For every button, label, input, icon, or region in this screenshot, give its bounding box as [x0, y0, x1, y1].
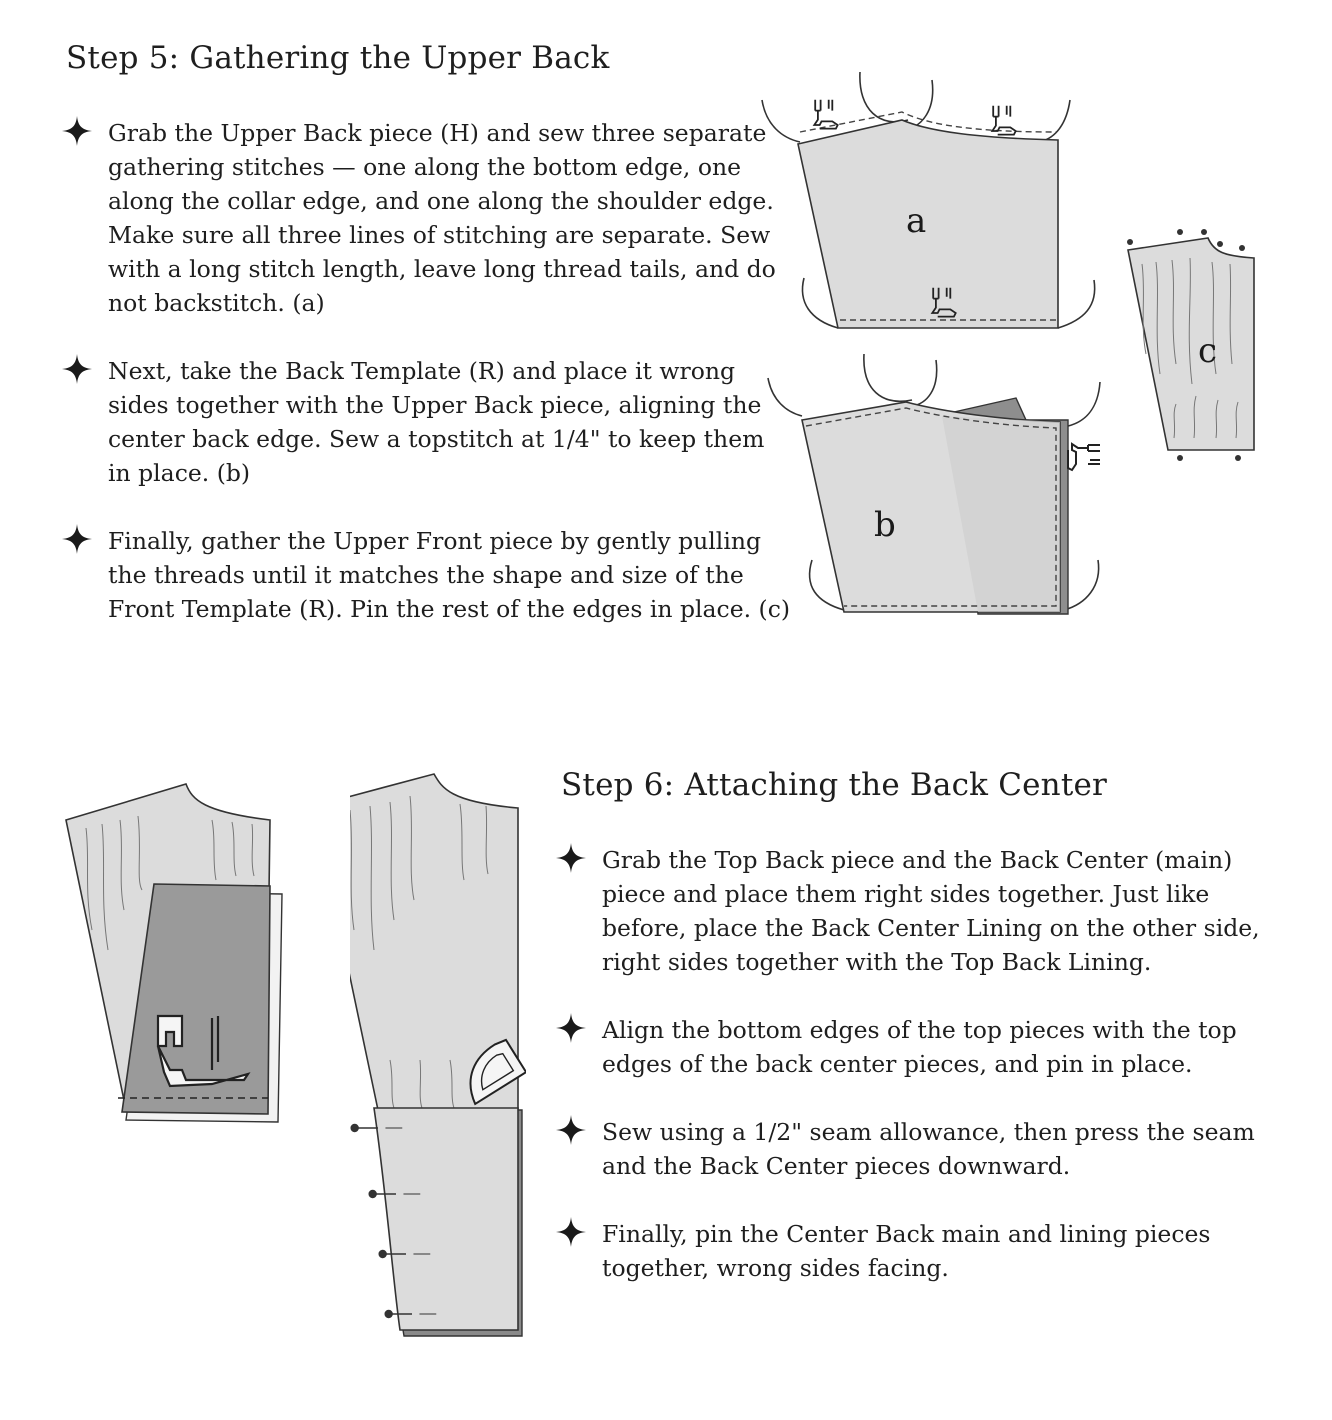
step6-instructions [556, 843, 1286, 1285]
step5-item-3-text: Finally, gather the Upper Front piece by gently pulling the threads until it matches the shape and size of the Front Template (R). Pin the rest of the edges in place. (c) [108, 527, 791, 623]
gathered-front-piece [1128, 238, 1254, 450]
step6-item-2-text: Align the bottom edges of the top pieces with the top edges of the back center pieces, and pin in place. [602, 1016, 1237, 1078]
bullet-star-icon [62, 116, 92, 146]
step5-item-2 [62, 354, 792, 490]
figure-label-c: c [1198, 331, 1218, 371]
presser-foot-icon [814, 100, 837, 129]
bullet-star-icon [556, 1115, 586, 1145]
step5-item-1-text: Grab the Upper Back piece (H) and sew three separate gathering stitches — one along the bottom edge, one along the collar edge, and one along the shoulder edge. Make sure all three lines of stitching are separate. Sew with a long stitch length, leave long thread tails, and do not backstitch. (a) [108, 119, 776, 317]
step6-item-2 [556, 1013, 1286, 1081]
step5-title: Step 5: Gathering the Upper Back [66, 40, 610, 76]
step5-item-1 [62, 116, 792, 320]
bullet-star-icon [62, 354, 92, 384]
figure-b-back-template [764, 350, 1109, 620]
step6-item-4-text: Finally, pin the Center Back main and lining pieces together, wrong sides facing. [602, 1220, 1211, 1282]
step6-item-1 [556, 843, 1286, 979]
figure-a-upper-back-gathering [760, 70, 1100, 340]
presser-foot-icon [992, 106, 1015, 135]
bullet-star-icon [556, 1013, 586, 1043]
step6-item-4 [556, 1217, 1286, 1285]
figure-c-gathered-front [1120, 224, 1265, 464]
step6-title: Step 6: Attaching the Back Center [561, 767, 1108, 803]
figure-label-b: b [874, 505, 896, 545]
back-center-main [374, 1108, 518, 1330]
upper-back-piece [798, 120, 1058, 328]
step6-item-3-text: Sew using a 1/2" seam allowance, then press the seam and the Back Center pieces downward. [602, 1118, 1255, 1180]
bullet-star-icon [556, 843, 586, 873]
presser-foot-icon [1068, 444, 1100, 470]
step5-item-3 [62, 524, 792, 626]
step5-item-2-text: Next, take the Back Template (R) and place it wrong sides together with the Upper Back piece, aligning the center back edge. Sew a topstitch at 1/4" to keep them in place. (b) [108, 357, 765, 487]
bullet-star-icon [556, 1217, 586, 1247]
figure-sewing-top-back [62, 780, 286, 1125]
step6-item-3 [556, 1115, 1286, 1183]
step6-item-1-text: Grab the Top Back piece and the Back Center (main) piece and place them right sides together. Just like before, place the Back Center Lining on the other side, right sides together with the Top Back Lining. [602, 846, 1260, 976]
step5-instructions [62, 116, 792, 626]
figure-pinned-back-center [350, 770, 526, 1340]
figure-label-a: a [906, 201, 927, 241]
bullet-star-icon [62, 524, 92, 554]
